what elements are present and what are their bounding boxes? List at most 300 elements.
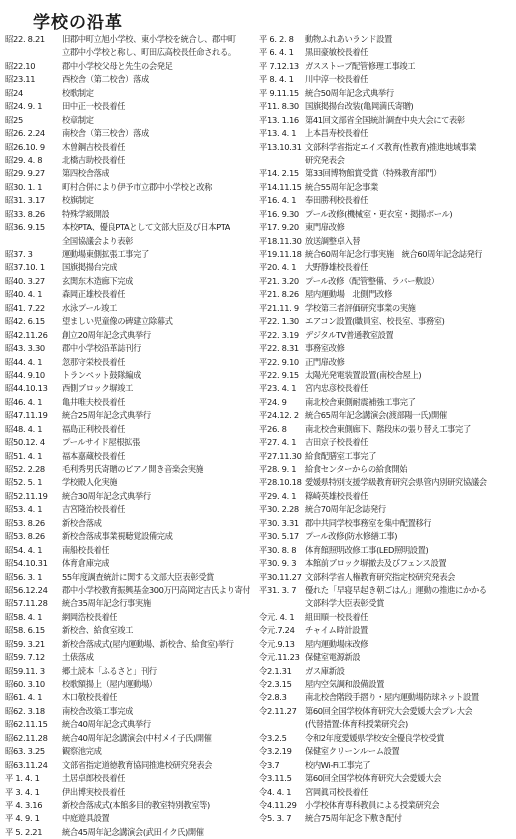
- entry-event: 第60回全国学校体育研究大会愛媛大会プレ大会: [305, 705, 473, 716]
- entry-date: 平30. 2.28: [259, 504, 299, 515]
- entry-event: 南船校長着任: [62, 544, 110, 555]
- entry-event: 亀井唯夫校長着任: [62, 396, 126, 407]
- history-entry: [5, 127, 261, 140]
- history-entry: [5, 315, 261, 328]
- history-entry: [259, 745, 514, 758]
- entry-date: 昭44.10.13: [5, 383, 48, 394]
- entry-event: 事務室改修: [305, 343, 345, 354]
- history-entry: [5, 718, 261, 731]
- entry-event: 第41回文部省全国統計調査中央大会にて表彰: [305, 114, 465, 125]
- entry-date: 昭48. 4. 1: [5, 423, 43, 434]
- history-entry: [259, 194, 514, 207]
- entry-event: 優れた「早寝早起き朝ごはん」運動の推進にかかる: [305, 584, 487, 595]
- history-entry: [259, 678, 514, 691]
- entry-event: 郡中共同学校事務室を集中配置移行: [305, 517, 432, 528]
- entry-date: 平13. 1.16: [259, 114, 299, 125]
- entry-date: 昭23.11: [5, 74, 36, 85]
- entry-event: 吉田京子校長着任: [305, 437, 369, 448]
- history-entry: [259, 463, 514, 476]
- entry-date: 昭37.10. 1: [5, 262, 45, 273]
- entry-date: 令元.9.13: [259, 638, 295, 649]
- entry-date: 平17. 9.20: [259, 222, 299, 233]
- history-entry: [5, 235, 261, 248]
- entry-date: 昭40. 4. 1: [5, 289, 43, 300]
- entry-event: 福本嘉蔵校長着任: [62, 450, 126, 461]
- entry-date: 平22. 1.30: [259, 316, 299, 327]
- entry-date: 昭24. 9. 1: [5, 101, 43, 112]
- entry-date: 平20. 4. 1: [259, 262, 297, 273]
- entry-date: 平22. 3.19: [259, 329, 299, 340]
- history-entry: [5, 745, 261, 758]
- history-entry: [5, 705, 261, 718]
- history-entry: [259, 624, 514, 637]
- history-entry: [259, 611, 514, 624]
- history-entry: [5, 691, 261, 704]
- history-entry: [259, 544, 514, 557]
- entry-event: 観察池完成: [62, 746, 102, 757]
- entry-date: 昭31. 3.17: [5, 195, 45, 206]
- entry-event: 新校舎落成式(屋内運動場、新校舎、給食室)挙行: [62, 638, 234, 649]
- entry-date: 昭43. 3.30: [5, 343, 45, 354]
- history-entry: [5, 87, 261, 100]
- entry-date: 平 3. 4. 1: [5, 786, 40, 797]
- entry-event: 南校舎（第三校舎）落成: [62, 128, 149, 139]
- entry-event: 文部科学大臣表彰受賞: [305, 598, 384, 609]
- entry-event: 文部省指定道徳教育協同推進校研究発表会: [62, 759, 213, 770]
- entry-event: 黒田豪敏校長着任: [305, 47, 369, 58]
- entry-date: 平14.11.15: [259, 181, 302, 192]
- entry-date: 平 5. 2.21: [5, 826, 43, 837]
- entry-date: 昭42. 6.15: [5, 316, 45, 327]
- entry-date: 平27. 4. 1: [259, 437, 297, 448]
- entry-date: 昭22.10: [5, 60, 36, 71]
- history-entry: [259, 759, 514, 772]
- entry-date: 平30. 8. 8: [259, 544, 297, 555]
- entry-event: 森岡正雄校長着任: [62, 289, 126, 300]
- history-entry: [259, 342, 514, 355]
- history-entry: [259, 718, 514, 731]
- history-entry: [5, 786, 261, 799]
- entry-date: 昭62.11.15: [5, 719, 48, 730]
- history-entry: [5, 759, 261, 772]
- history-entry: [259, 288, 514, 301]
- history-entry: [5, 141, 261, 154]
- entry-event: 太陽光発電装置設置(南校舎屋上): [305, 369, 422, 380]
- entry-event: 文部科学省指定エイズ教育(性教育)推進地域事業: [305, 141, 477, 152]
- entry-event: トランペット鼓隊編成: [62, 369, 141, 380]
- history-entry: [5, 221, 261, 234]
- history-entry: [259, 786, 514, 799]
- entry-event: 校章制定: [62, 114, 94, 125]
- entry-date: 昭56. 3. 1: [5, 571, 43, 582]
- entry-date: 平27.11.30: [259, 450, 302, 461]
- entry-date: 平11. 8.30: [259, 101, 299, 112]
- history-entry: [259, 705, 514, 718]
- history-entry: [259, 597, 514, 610]
- entry-event: 土俵落成: [62, 652, 94, 663]
- history-entry: [5, 517, 261, 530]
- entry-date: 昭46. 4. 1: [5, 396, 43, 407]
- history-entry: [259, 665, 514, 678]
- entry-event: 校内Wi-Fi工事完了: [305, 759, 371, 770]
- entry-date: 平19.11.18: [259, 249, 302, 259]
- history-entry: [259, 33, 514, 46]
- entry-date: 令5. 3. 7: [259, 813, 292, 824]
- entry-event: 第60回全国学校体育研究大会愛媛大会: [305, 773, 442, 784]
- history-entry: [259, 571, 514, 584]
- history-entry: [5, 678, 261, 691]
- history-entry: [5, 436, 261, 449]
- history-entry: [5, 114, 261, 127]
- entry-event: 宮内忠彦校長着任: [305, 383, 369, 394]
- history-entry: [5, 597, 261, 610]
- entry-event: 55年度調査統計に関する文部大臣表彰受賞: [62, 571, 214, 582]
- entry-event: 正門扉改修: [305, 356, 345, 367]
- history-entry: [259, 235, 514, 248]
- entry-date: 平24.12. 2: [259, 410, 299, 421]
- entry-date: 平14. 2.15: [259, 168, 299, 179]
- entry-date: 昭40. 3.27: [5, 275, 45, 286]
- history-entry: [259, 476, 514, 489]
- entry-event: 統合25周年記念式典挙行: [62, 410, 151, 421]
- entry-date: 平30. 9. 3: [259, 558, 297, 569]
- entry-date: 令2.11.27: [259, 705, 297, 716]
- history-entry: [259, 450, 514, 463]
- entry-event: 郡中小学校父母と先生の会発足: [62, 60, 173, 71]
- history-entry: [259, 261, 514, 274]
- entry-event: 全国協議会より表彰: [62, 235, 134, 246]
- entry-event: 研究発表会: [305, 154, 345, 165]
- entry-event: 南北校舎東側耐震補強工事完了: [305, 396, 416, 407]
- entry-date: 昭53. 4. 1: [5, 504, 43, 515]
- entry-date: 昭36. 9.15: [5, 222, 45, 233]
- history-entry: [5, 450, 261, 463]
- entry-date: 昭41. 7.22: [5, 302, 45, 313]
- page-title: 学校の沿革: [33, 13, 123, 33]
- entry-date: 令元.7.24: [259, 625, 295, 636]
- history-entry: [5, 60, 261, 73]
- entry-event: チャイム時計設置: [305, 625, 368, 636]
- entry-event: 給食配膳室工事完了: [305, 450, 377, 461]
- history-entry: [259, 382, 514, 395]
- entry-event: 学校第三者評価研究事業の実施: [305, 302, 416, 313]
- entry-event: ガス庫新設: [305, 665, 345, 676]
- history-entry: [5, 476, 261, 489]
- history-entry: [5, 463, 261, 476]
- entry-event: 郡中小学校沿革誌刊行: [62, 343, 141, 354]
- entry-event: 国旗掲揚台完成: [62, 262, 118, 273]
- entry-date: 昭62.11.28: [5, 732, 48, 743]
- history-entry: [5, 584, 261, 597]
- history-entry: [259, 530, 514, 543]
- history-entry: [259, 503, 514, 516]
- entry-date: 平22. 8.31: [259, 343, 299, 354]
- history-entry: [259, 356, 514, 369]
- entry-event: 宮岡眞司校長着任: [305, 786, 369, 797]
- entry-event: 運動場東側拡張工事完了: [62, 249, 149, 259]
- entry-event: 屋内空気調和設備設置: [305, 679, 384, 689]
- entry-date: 昭58. 4. 1: [5, 611, 43, 622]
- entry-event: 吉宮隆治校長着任: [62, 504, 126, 515]
- history-entry: [259, 167, 514, 180]
- entry-event: 南校舎改築工事完成: [62, 705, 134, 716]
- entry-date: [5, 235, 62, 248]
- entry-date: 平13.10.31: [259, 141, 302, 152]
- entry-event: 忽那守栄校長着任: [62, 356, 126, 367]
- entry-date: 昭44. 4. 1: [5, 356, 43, 367]
- entry-date: [5, 46, 62, 59]
- entry-event: 動物ふれあいランド設置: [305, 34, 392, 44]
- entry-event: (代替措置:体育科授業研究会): [305, 719, 408, 730]
- history-entry: [5, 73, 261, 86]
- history-entry: [5, 611, 261, 624]
- entry-date: 昭53. 8.26: [5, 517, 45, 528]
- entry-date: 平13. 4. 1: [259, 128, 297, 139]
- history-entry: [259, 329, 514, 342]
- history-entry: [259, 275, 514, 288]
- entry-date: 平28. 9. 1: [259, 464, 297, 474]
- entry-date: 平16. 4. 1: [259, 195, 297, 206]
- history-column-left: [5, 33, 261, 839]
- entry-event: 統合55周年記念事業: [305, 181, 378, 192]
- entry-event: 本校PTA、優良PTAとして文部大臣及び日本PTA: [62, 222, 231, 233]
- entry-date: 平26. 8: [259, 423, 287, 434]
- history-entry: [5, 503, 261, 516]
- entry-date: 昭53. 8.26: [5, 531, 45, 542]
- history-entry: [5, 409, 261, 422]
- entry-date: 令2.3.15: [259, 679, 292, 689]
- history-entry: [259, 423, 514, 436]
- entry-date: 平 7.12.13: [259, 60, 299, 71]
- entry-date: 昭33. 8.26: [5, 208, 45, 219]
- entry-event: 旧郡中町立旭小学校、東小学校を統合し、郡中町: [62, 34, 236, 44]
- history-entry: [5, 208, 261, 221]
- entry-date: 令2.8.3: [259, 692, 287, 703]
- entry-date: 令3.2.19: [259, 746, 292, 757]
- entry-date: 平18.11.30: [259, 235, 302, 246]
- entry-date: 昭57.11.28: [5, 598, 48, 609]
- entry-event: 北橋吉助校長着任: [62, 154, 126, 165]
- entry-event: 西校舎（第二校舎）落成: [62, 74, 149, 85]
- entry-date: 昭25: [5, 114, 23, 125]
- entry-event: 立郡中小学校と称し、町田広高校長任命される。: [62, 47, 236, 58]
- entry-date: 令3.7: [259, 759, 280, 770]
- history-entry: [259, 181, 514, 194]
- history-entry: [5, 248, 261, 261]
- history-entry: [5, 772, 261, 785]
- entry-date: [259, 597, 305, 610]
- history-entry: [259, 208, 514, 221]
- entry-event: プール改修（配管整備、ラバー敷設）: [305, 275, 439, 286]
- history-entry: [5, 423, 261, 436]
- history-entry: [259, 409, 514, 422]
- entry-date: 昭47.11.19: [5, 410, 48, 421]
- entry-date: 令3.2.5: [259, 732, 287, 743]
- entry-event: 体育館照明改修工事(LED照明設置): [305, 544, 429, 555]
- entry-event: プール改修(防水修繕工事): [305, 531, 398, 542]
- entry-date: 昭54. 4. 1: [5, 544, 43, 555]
- entry-event: 統合45周年記念講演会(武田イク氏)開催: [62, 826, 204, 837]
- entry-event: 統合60周年記念行事実施 統合60周年記念誌発行: [305, 249, 483, 259]
- entry-event: ガスストーブ配管修理工事竣工: [305, 60, 416, 71]
- history-entry: [259, 772, 514, 785]
- history-entry: [5, 181, 261, 194]
- history-entry: [5, 638, 261, 651]
- history-entry: [259, 436, 514, 449]
- entry-event: 令和2年度愛媛県学校安全優良学校受賞: [305, 732, 445, 743]
- history-entry: [5, 369, 261, 382]
- history-entry: [259, 557, 514, 570]
- entry-event: 南北校舎階段手摺り・屋内運動場防球ネット設置: [305, 692, 479, 703]
- entry-event: 小学校体育専科教員による授業研究会: [305, 799, 440, 810]
- history-entry: [259, 691, 514, 704]
- entry-date: 平 9.11.15: [259, 87, 299, 98]
- entry-date: 平30.11.27: [259, 571, 302, 582]
- entry-date: 昭59. 3.21: [5, 638, 45, 649]
- history-entry: [5, 154, 261, 167]
- entry-date: 平16. 9.30: [259, 208, 299, 219]
- entry-date: 昭44. 9.10: [5, 369, 45, 380]
- entry-date: 平 8. 4. 1: [259, 74, 294, 85]
- history-entry: [5, 342, 261, 355]
- history-entry: [5, 826, 261, 839]
- history-entry: [259, 73, 514, 86]
- entry-event: 文部科学省人権教育研究指定校研究発表会: [305, 571, 456, 582]
- entry-date: 昭24: [5, 87, 23, 98]
- history-entry: [259, 248, 514, 261]
- history-entry: [259, 100, 514, 113]
- entry-date: 平30. 5.17: [259, 531, 299, 542]
- entry-event: 上本昌寿校長着任: [305, 128, 369, 139]
- entry-event: 保健室クリーンルーム設置: [305, 746, 400, 757]
- entry-event: 統合75周年記念下敷き配付: [305, 813, 402, 824]
- entry-date: 平 4. 3.16: [5, 799, 43, 810]
- entry-date: 平 6. 4. 1: [259, 47, 294, 58]
- entry-date: [259, 154, 305, 167]
- history-entry: [5, 396, 261, 409]
- entry-date: 平30. 3.31: [259, 517, 299, 528]
- entry-event: 愛媛県特別支援学級教育研究会県管内別研究協議会: [305, 477, 487, 488]
- entry-event: 東門扉改修: [305, 222, 345, 233]
- entry-date: 昭52. 5. 1: [5, 477, 43, 488]
- entry-event: 網岡浩校長着任: [62, 611, 118, 622]
- entry-event: 望ましい児童像の碑建立除幕式: [62, 316, 173, 327]
- entry-date: 昭60. 3.10: [5, 679, 45, 689]
- entry-event: 屋内運動場床改修: [305, 638, 369, 649]
- entry-date: 令元.11.23: [259, 652, 300, 663]
- entry-event: 校旗制定: [62, 195, 94, 206]
- entry-date: 昭26. 2.24: [5, 128, 45, 139]
- entry-date: 令4.11.29: [259, 799, 297, 810]
- entry-event: 篠崎英雄校長着任: [305, 490, 369, 501]
- entry-event: プールサイド屋根拡張: [62, 437, 140, 448]
- entry-event: 統合30周年記念式典挙行: [62, 490, 151, 501]
- entry-event: 第33回博物館賞受賞（特殊教育部門）: [305, 168, 442, 179]
- entry-date: 平24. 9: [259, 396, 287, 407]
- entry-date: 平 6. 2. 8: [259, 34, 294, 44]
- history-entry: [259, 799, 514, 812]
- entry-date: 昭62. 3.18: [5, 705, 45, 716]
- history-entry: [5, 194, 261, 207]
- entry-event: 新校舎落成事業視聴覚設備完成: [62, 531, 173, 542]
- history-entry: [259, 812, 514, 825]
- history-entry: [5, 651, 261, 664]
- entry-date: 昭50.12. 4: [5, 437, 45, 448]
- history-entry: [5, 799, 261, 812]
- entry-event: 南北校舎東側廊下、階段床の張り替え工事完了: [305, 423, 471, 434]
- entry-date: 昭52. 2.28: [5, 464, 45, 474]
- entry-event: 統合40周年記念講演会(中村メイ子氏)開催: [62, 732, 212, 743]
- entry-date: 昭51. 4. 1: [5, 450, 43, 461]
- entry-event: 土居卓郎校長着任: [62, 773, 126, 784]
- history-entry: [259, 651, 514, 664]
- entry-event: 統合40周年記念式典挙行: [62, 719, 151, 730]
- history-entry: [259, 154, 514, 167]
- entry-event: 保健室電源新設: [305, 652, 361, 663]
- entry-event: 大野静雄校長着任: [305, 262, 369, 273]
- entry-date: 平 4. 9. 1: [5, 813, 40, 824]
- history-entry: [5, 167, 261, 180]
- history-entry: [259, 46, 514, 59]
- history-entry: [259, 490, 514, 503]
- entry-event: 体育倉庫完成: [62, 558, 110, 569]
- entry-event: 統合65周年記念講演会(渡部陽一氏)開催: [305, 410, 447, 421]
- entry-date: 平21.11. 9: [259, 302, 299, 313]
- history-entry: [259, 114, 514, 127]
- entry-date: 昭61. 4. 1: [5, 692, 43, 703]
- history-entry: [5, 356, 261, 369]
- history-entry: [5, 302, 261, 315]
- history-column-right: [259, 33, 514, 826]
- entry-date: 令元. 4. 1: [259, 611, 295, 622]
- entry-date: [259, 718, 305, 731]
- entry-date: 平29. 4. 1: [259, 490, 297, 501]
- entry-event: 学校殿人化実施: [62, 477, 118, 488]
- entry-event: 統合35周年記念行事実施: [62, 598, 151, 609]
- entry-event: 新校舎落成式(本館多目的教室特別教室等): [62, 799, 210, 810]
- entry-date: 平21. 3.20: [259, 275, 299, 286]
- entry-event: 国旗掲揚台改装(亀岡満氏寄贈): [305, 101, 414, 112]
- history-entry: [259, 221, 514, 234]
- entry-date: 昭42.11.26: [5, 329, 48, 340]
- entry-event: 組田順一校長着任: [305, 611, 369, 622]
- entry-date: 昭58. 6.15: [5, 625, 45, 636]
- entry-date: 昭29. 4. 8: [5, 154, 43, 165]
- entry-event: 放送調整卓入替: [305, 235, 361, 246]
- entry-event: 校歌額揚上（屋内運動場）: [62, 679, 157, 689]
- entry-event: 町村合併により伊予市立郡中小学校と改称: [62, 181, 213, 192]
- entry-date: 昭59.11. 3: [5, 665, 45, 676]
- history-entry: [5, 275, 261, 288]
- entry-event: 統合70周年記念誌発行: [305, 504, 386, 515]
- entry-event: 水泳プール竣工: [62, 302, 117, 313]
- entry-event: 屋内運動場 北側門改修: [305, 289, 392, 300]
- entry-event: 第四校舎落成: [62, 168, 110, 179]
- history-entry: [5, 530, 261, 543]
- entry-date: 平28.10.18: [259, 477, 302, 488]
- entry-event: 校歌制定: [62, 87, 94, 98]
- history-entry: [5, 732, 261, 745]
- entry-event: プール改修(機械室・更衣室・掲揚ポール): [305, 208, 453, 219]
- history-entry: [259, 315, 514, 328]
- history-entry: [5, 624, 261, 637]
- entry-event: 給食センターからの給食開始: [305, 464, 408, 474]
- entry-date: 昭26.10. 9: [5, 141, 45, 152]
- entry-event: 毛利秀男氏寄贈のピアノ開き音楽会実施: [62, 464, 204, 474]
- entry-event: 田中正一校長着任: [62, 101, 126, 112]
- entry-event: 木曽鋼吉校長着任: [62, 141, 126, 152]
- entry-date: 昭54.10.31: [5, 558, 48, 569]
